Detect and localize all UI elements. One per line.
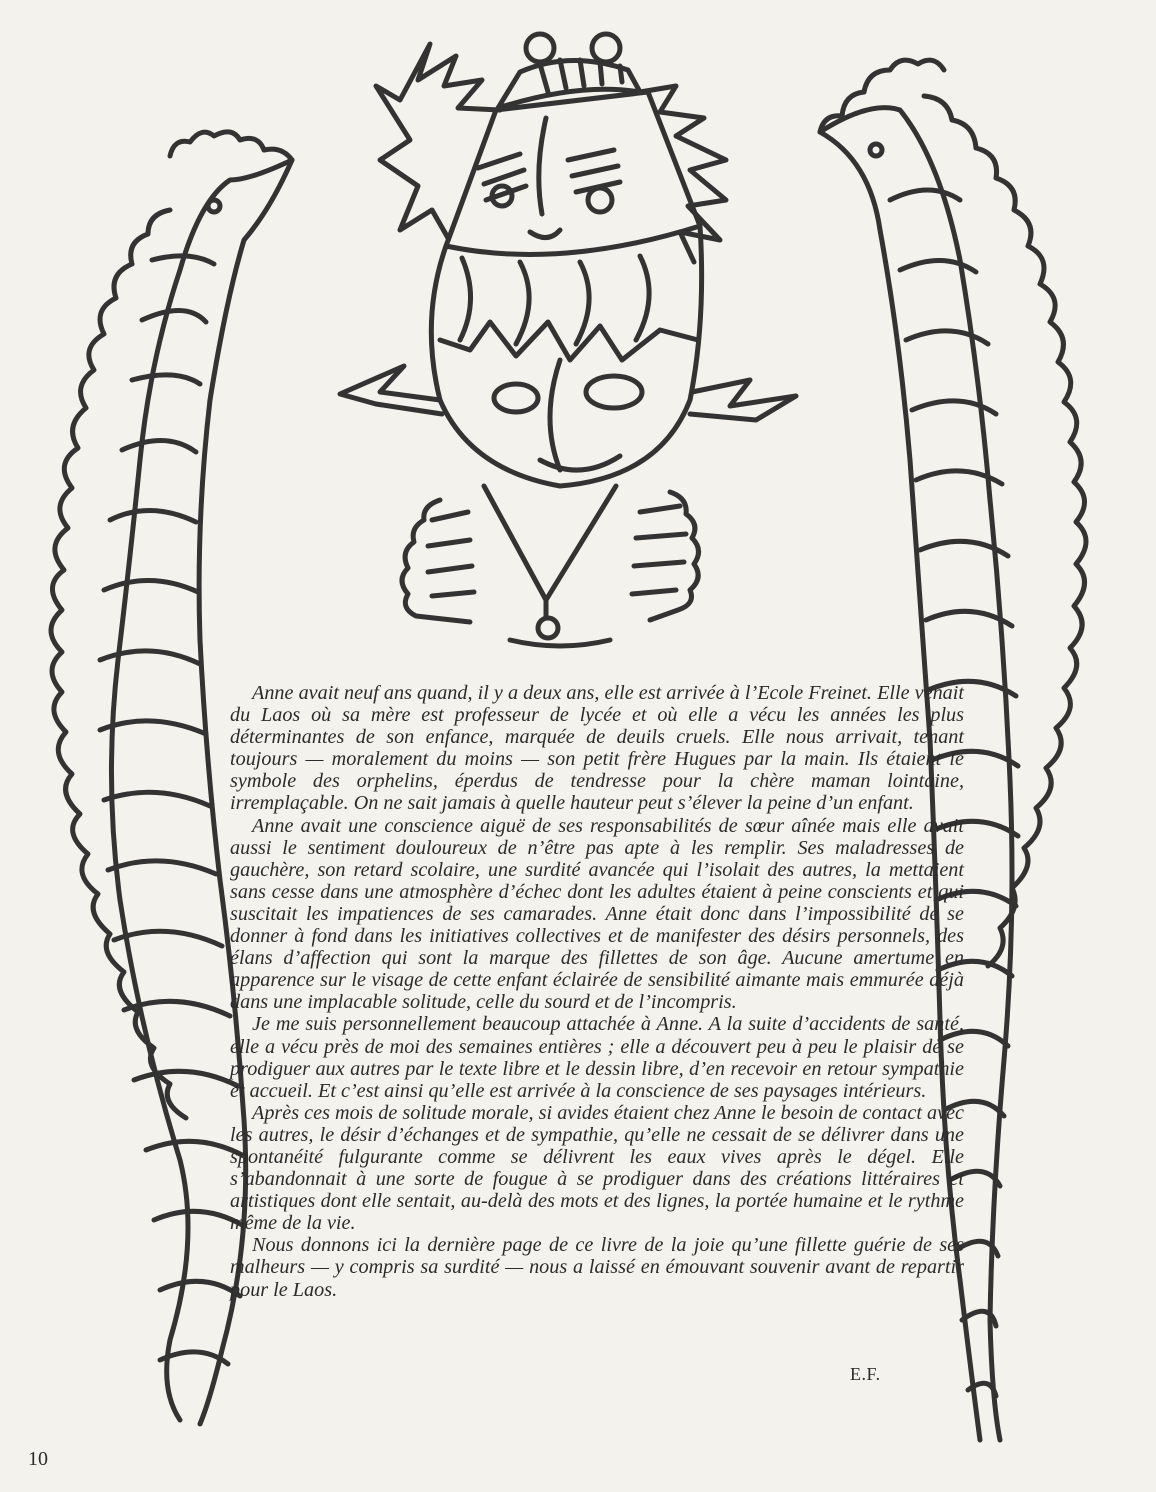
right-leaf <box>690 380 796 420</box>
paragraph-5: Nous donnons ici la dernière page de ce livre de la joie qu’une fillette guérie de ses malheurs — y compris sa surdité — nous a laissé en émouvant souvenir avant de repartir pour le Laos. <box>230 1234 964 1301</box>
collar-bottom <box>510 640 610 646</box>
pompom-right <box>592 34 620 62</box>
left-leaf <box>340 366 442 414</box>
spiky-hair-left <box>376 44 500 238</box>
button <box>538 618 558 638</box>
zigzag-band <box>440 322 698 360</box>
lower-nose-line <box>550 360 560 470</box>
lower-right-eye <box>586 376 642 408</box>
paragraph-1: Anne avait neuf ans quand, il y a deux ans, elle est arrivée à l’Ecole Freinet. Elle venait du Laos où sa mère est professeur de lycée et où elle a vécu les années les plus déterminantes de son enfance, marquée de deuils cruels. Elle nous arrivait, tenant toujours — moralement du moins — son petit frère Hugues par la main. Ils étaient le symbole des orphelins, éperdus de tendresse pour la chère maman lointaine, irremplaçable. On ne sait jamais à quelle hauteur peut s’élever la peine d’un enfant. <box>230 682 964 815</box>
article-text <box>230 682 964 1301</box>
lower-left-eye <box>494 384 538 412</box>
signature: E.F. <box>850 1364 881 1384</box>
spiky-hair-right <box>640 86 726 262</box>
paragraph-4: Après ces mois de solitude morale, si avides étaient chez Anne le besoin de contact avec les autres, le désir d’échanges et de sympathie, qu’elle ne cessait de se délivrer dans une spontanéité fulgurante comme se délivrent les eaux vives après le dégel. Elle s’abandonnait à une sorte de fougue à se prodiguer dans des créations littéraires et artistiques dont elle sentait, au-delà des mots et des lignes, la portée humaine et le rythme même de la vie. <box>230 1101 964 1235</box>
left-shoulder-lines <box>428 512 474 596</box>
left-column-inner-waves <box>100 256 244 1364</box>
upper-mouth <box>530 230 560 238</box>
upper-nose <box>539 118 546 214</box>
paragraph-2: Anne avait une conscience aiguë de ses responsabilités de sœur aînée mais elle avait aussi le sentiment douloureux de n’être pas apte à les remplir. Ses maladresses de gauchère, son retard scolaire, une surdité avancée qui l’isolait des autres, la mettaient sans cesse dans une atmosphère d’échec dont les adultes étaient à peine conscients et qui suscitait les impatiences de ses camarades. Anne était donc dans l’impossibilité de se donner à fond dans les initiatives collectives et de manifester des désirs personnels, des élans d’affection qui sont la marque des fillettes de son âge. Aucune amertume en apparence sur le visage de cette enfant éclairée de sensibilité aimante mais emmurée déjà dans une implacable solitude, celle du sourd et de l’incompris. <box>230 814 964 1014</box>
right-column-eye <box>870 144 882 156</box>
paragraph-3: Je me suis personnellement beaucoup attachée à Anne. A la suite d’accidents de santé, elle a vécu près de moi des semaines entières ; elle a découvert peu à peu le plaisir de se prodiguer aux autres par le texte libre et le dessin libre, d’en recevoir en retour sympathie et accueil. Et c’est ainsi qu’elle est arrivée à la conscience de ses paysages intérieurs. <box>230 1013 964 1102</box>
page-number: 10 <box>28 1448 48 1470</box>
lower-mouth <box>540 456 620 470</box>
left-column-eye <box>208 200 220 212</box>
left-column-head-scallops <box>170 132 292 160</box>
right-shoulder-lines <box>632 506 686 594</box>
pompom-left <box>526 34 554 62</box>
upper-left-eye <box>478 154 526 206</box>
collar-v <box>484 486 616 600</box>
upper-right-eye <box>568 150 620 212</box>
